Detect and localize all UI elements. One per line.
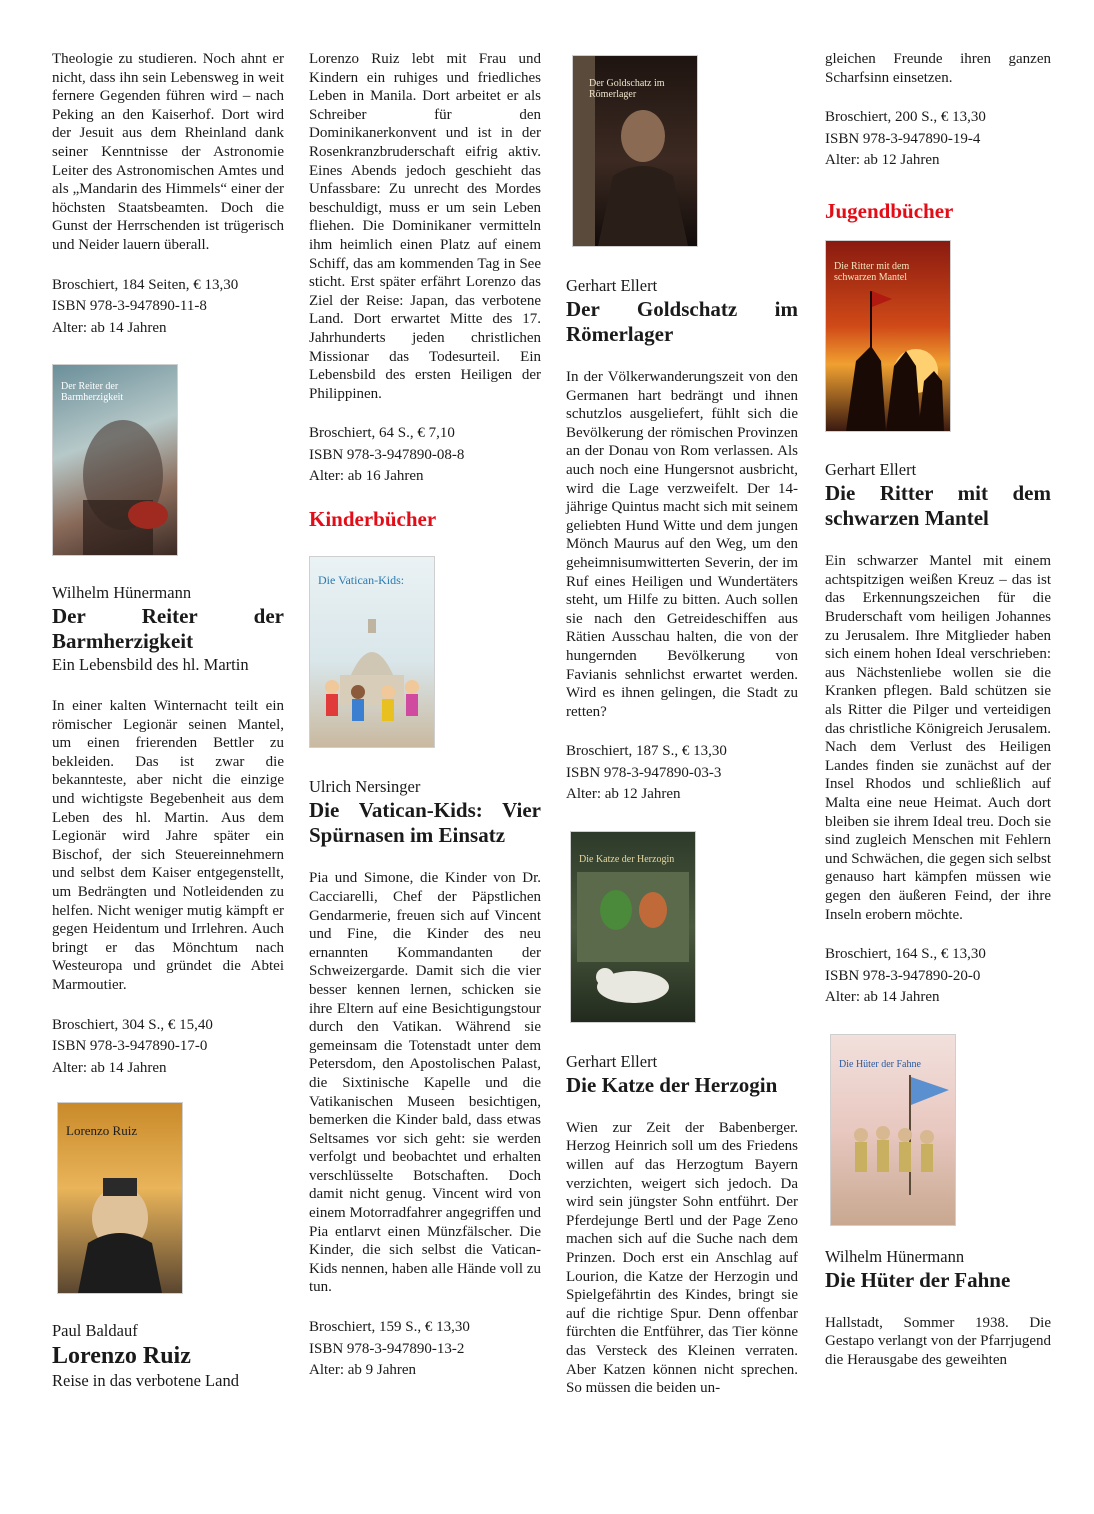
age-rating: Alter: ab 12 Jahren <box>566 786 681 803</box>
book-title[interactable]: Der Reiter der Barmherzigkeit <box>52 604 284 654</box>
book-meta <box>309 423 541 488</box>
cover-title: Lorenzo Ruiz <box>66 1123 138 1139</box>
book-description: Lorenzo Ruiz lebt mit Frau und Kindern ein ruhiges und friedliches Leben in Manila. Dort arbeitet er als Schreiber für den Dominikanerkonvent und ist in der Rosenkranzbruderschaft eifrig aktiv. Eines Abends jedoch geschieht das Unfassbare: Zu unrecht des Mordes beschuldigt, muss er um sein Leben fliehen. Die Dominikaner vermitteln ihm heimlich einen Platz auf einem Schiff, das am kommenden Tag in See sticht. Erst später erfährt Lorenzo das Ziel der Reise: Japan, das verbotene Land. Dort erwartet Mitte des 17. Jahrhunderts jeden christlichen Missionar das Todesurteil. Ein Lebensbild des ersten Heiligen der Philippinen. <box>309 51 541 402</box>
book-description: Theologie zu studieren. Noch ahnt er nicht, dass ihn sein Lebensweg in weit fernere Gegenden führen wird – nach Peking an den Kaiserhof. Dort wird der Jesuit aus dem Rheinland dank seiner Kenntnisse der Astronomie Leiter des Astronomischen Amtes und als „Mandarin des Himmels“ einer der höchsten Staatsbeamten. Doch die Gunst der Herrschenden ist trügerisch und Neider lauern überall. <box>52 51 284 253</box>
book-title[interactable]: Die Katze der Herzogin <box>566 1072 778 1097</box>
age-rating: Alter: ab 16 Jahren <box>309 468 424 485</box>
book-description: Pia und Simone, die Kinder von Dr. Cacciarelli, Chef der Päpstlichen Gendarmerie, freuen sich auf Vincent und Fine, die Kinder des neu ernannten Kommandanten der Schweizergarde. Damit sich die vier besser kennen lernen, schicken sie ihre Eltern auf eine Besichtigungstour durch den Vatikan. Während sie gemeinsam die Totenstadt unter dem Petersdom, den Apostolischen Palast, die Sixtinische Kapelle und die Vatikanischen Museen besichtigen, bemerken die Kinder bald, dass etwas Seltsames vor sich geht: sie werden verfolgt und beobachtet und erhalten verschlüsselte Botschaften. Doch damit nicht genug. Vincent wird von einem Motorradfahrer angegriffen und Pia entlarvt einen Münzfälscher. Die Kinder, die sich selbst die Vatican-Kids nennen, haben alle Hände voll zu tun. <box>309 870 542 1296</box>
book-title[interactable]: Der Goldschatz im Römerlager <box>566 297 798 346</box>
section-heading-jugendbuecher: Jugendbücher <box>825 198 954 223</box>
isbn: ISBN 978-3-947890-20-0 <box>825 967 981 984</box>
isbn: ISBN 978-3-947890-08-8 <box>309 446 465 463</box>
format-price: Broschiert, 184 Seiten, € 13,30 <box>52 276 239 293</box>
book-entry-hueter <box>825 1246 1051 1293</box>
book-title[interactable]: Lorenzo Ruiz <box>52 1343 191 1370</box>
book-description: In einer kalten Winternacht teilt ein römischer Legionär seinen Mantel, um einen frierenden Bettler zu bekleiden. Das ist zwar die bekannteste, aber nicht die einzige und wichtigste Begebenheit aus dem Leben des hl. Martin. Aus dem Legionär wird Jahre später ein Bischof, der sich Steuereinnehmern und selbst dem Kaiser entgegenstellt, um Bedrängten und Notleidenden zu helfen. Nicht weniger mutig kämpft er gegen Heidentum und Irrlehren. Auch bringt er das Mönchtum nach Westeuropa und gründet die Abtei Marmoutier. <box>52 698 284 993</box>
book-meta <box>52 275 284 340</box>
isbn: ISBN 978-3-947890-13-2 <box>309 1340 465 1357</box>
book-entry-reiter <box>52 582 284 676</box>
cover-title: Die Hüter der Fahne <box>839 1058 921 1070</box>
age-rating: Alter: ab 14 Jahren <box>52 1059 167 1076</box>
column-2 <box>309 50 541 1382</box>
book-description: In der Völkerwanderungszeit von den Germanen hart bedrängt und ihnen schutzlos ausgeliefert, fühlt sich die Bevölkerung der römischen Provinzen an der Donau von Rom verlassen. Als auch noch eine Hungersnot ausbricht, wird die Lage verzweifelt. Der 14-jährige Quintus macht sich mit seinem geliebten Hund Witte und dem jungen Mönch Maurus auf den Weg, um den geheimnisumwitterten Severin, der im Ruf eines Heiligen und Wundertäters steht, um Hilfe zu bitten. Auch sollen sie nach den Getreideschiffen aus Rätien Ausschau halten, die von der hungernden Bevölkerung von Favianis sehnlichst erwartet werden. Wird es ihnen gelingen, die Stadt zu retten? <box>566 369 798 720</box>
format-price: Broschiert, 64 S., € 7,10 <box>309 425 455 442</box>
format-price: Broschiert, 200 S., € 13,30 <box>825 109 986 126</box>
book-meta <box>825 107 1051 172</box>
book-author: Gerhart Ellert <box>566 1051 658 1071</box>
book-title[interactable]: Die Vatican-Kids: Vier Spürnasen im Einsatz <box>309 798 541 848</box>
column-3 <box>566 50 798 1398</box>
book-meta <box>566 741 798 806</box>
isbn: ISBN 978-3-947890-11-8 <box>52 298 207 315</box>
book-meta <box>309 1317 541 1382</box>
book-subtitle: Ein Lebensbild des hl. Martin <box>52 655 249 675</box>
book-entry-ritter <box>825 459 1051 531</box>
cover-title: Der Reiter der Barmherzigkeit <box>61 381 124 404</box>
age-rating: Alter: ab 14 Jahren <box>825 989 940 1006</box>
book-title[interactable]: Die Hüter der Fahne <box>825 1267 1011 1292</box>
book-author: Gerhart Ellert <box>566 276 658 295</box>
book-cover-hueter[interactable] <box>830 1034 956 1226</box>
cover-title: Der Goldschatz im Römerlager <box>589 78 665 100</box>
book-entry-vatican-kids <box>309 776 541 848</box>
format-price: Broschiert, 304 S., € 15,40 <box>52 1016 213 1033</box>
book-cover-lorenzo[interactable] <box>57 1102 183 1294</box>
cover-title: Die Ritter mit dem schwarzen Mantel <box>834 261 910 284</box>
book-author: Gerhart Ellert <box>825 460 917 480</box>
age-rating: Alter: ab 12 Jahren <box>825 152 940 169</box>
section-heading-kinderbuecher: Kinderbücher <box>309 506 437 531</box>
cover-title: Die Vatican-Kids: <box>318 573 405 588</box>
format-price: Broschiert, 164 S., € 13,30 <box>825 946 986 963</box>
book-author: Wilhelm Hünermann <box>825 1246 965 1266</box>
book-author: Ulrich Nersinger <box>309 777 421 797</box>
cover-title: Die Katze der Herzogin <box>579 853 675 865</box>
column-1 <box>52 50 284 1392</box>
age-rating: Alter: ab 14 Jahren <box>52 319 167 336</box>
format-price: Broschiert, 187 S., € 13,30 <box>566 743 727 760</box>
book-cover-katze[interactable] <box>570 831 696 1023</box>
book-entry-lorenzo <box>52 1320 284 1392</box>
book-author: Paul Baldauf <box>52 1321 138 1341</box>
isbn: ISBN 978-3-947890-19-4 <box>825 130 981 147</box>
book-cover-reiter[interactable] <box>52 364 178 556</box>
book-author: Wilhelm Hünermann <box>52 583 192 603</box>
book-meta <box>52 1015 284 1080</box>
isbn: ISBN 978-3-947890-03-3 <box>566 764 722 781</box>
book-cover-vatican-kids[interactable] <box>309 556 435 748</box>
book-description: Wien zur Zeit der Babenberger. Herzog Heinrich soll um des Friedens willen auf das Herzogtum Bayern verzichten, weigert sich jedoch. Da wird sein jüngster Sohn entführt. Der Pferdejunge Bertl und der Page Zeno machen sich auf die Suche nach dem Prinzen. Doch erst ein Anschlag auf Lourion, die Katze der Herzogin und Spielgefährtin des Kindes, bringt sie auf die richtige Spur. Denn offenbar fürchten die Entführer, das Tier könne das Versteck des Kleinen verraten. Aber Katzen können nicht sprechen. So müssen die beiden un- <box>566 1119 798 1397</box>
book-title[interactable]: Die Ritter mit dem schwarzen Mantel <box>825 481 1051 531</box>
book-description: Hallstadt, Sommer 1938. Die Gestapo verlangt von der Pfarrjugend die Herausgabe des geweihten <box>825 1314 1051 1368</box>
book-meta <box>825 944 1051 1009</box>
book-entry-goldschatz <box>566 275 798 347</box>
book-description: gleichen Freunde ihren ganzen Scharfsinn einsetzen. <box>825 51 1051 86</box>
book-description: Ein schwarzer Mantel mit einem achtspitzigen weißen Kreuz – das ist das Erkennungszeichen für die Bruderschaft vom heiligen Johannes zu Jerusalem. Ihre Mitglieder haben sich einem hohen Ideal verschrieben: aus Nächstenliebe wollen sie die Kranken pflegen. Bald schützen sie als Ritter die Pilger und verteidigen das christliche Königreich Jerusalem. Nach dem Verlust des Heiligen Landes finden sie zunächst auf der Insel Rhodos und schließlich auf Malta eine neue Heimat. Auch dort bleiben sie ihrem Ideal treu. Doch sie sind zugleich Menschen mit Fehlern und Schwächen, die gegen sich selbst genauso hart kämpfen müssen wie gegen den äußeren Feind, der ihre Inseln erobern möchte. <box>825 553 1051 923</box>
column-4 <box>825 50 1051 1369</box>
age-rating: Alter: ab 9 Jahren <box>309 1362 417 1379</box>
book-subtitle: Reise in das verbotene Land <box>52 1371 239 1391</box>
book-cover-goldschatz[interactable] <box>572 55 698 247</box>
book-entry-katze <box>566 1051 798 1098</box>
isbn: ISBN 978-3-947890-17-0 <box>52 1038 208 1055</box>
book-cover-ritter[interactable] <box>825 240 951 432</box>
format-price: Broschiert, 159 S., € 13,30 <box>309 1319 470 1336</box>
